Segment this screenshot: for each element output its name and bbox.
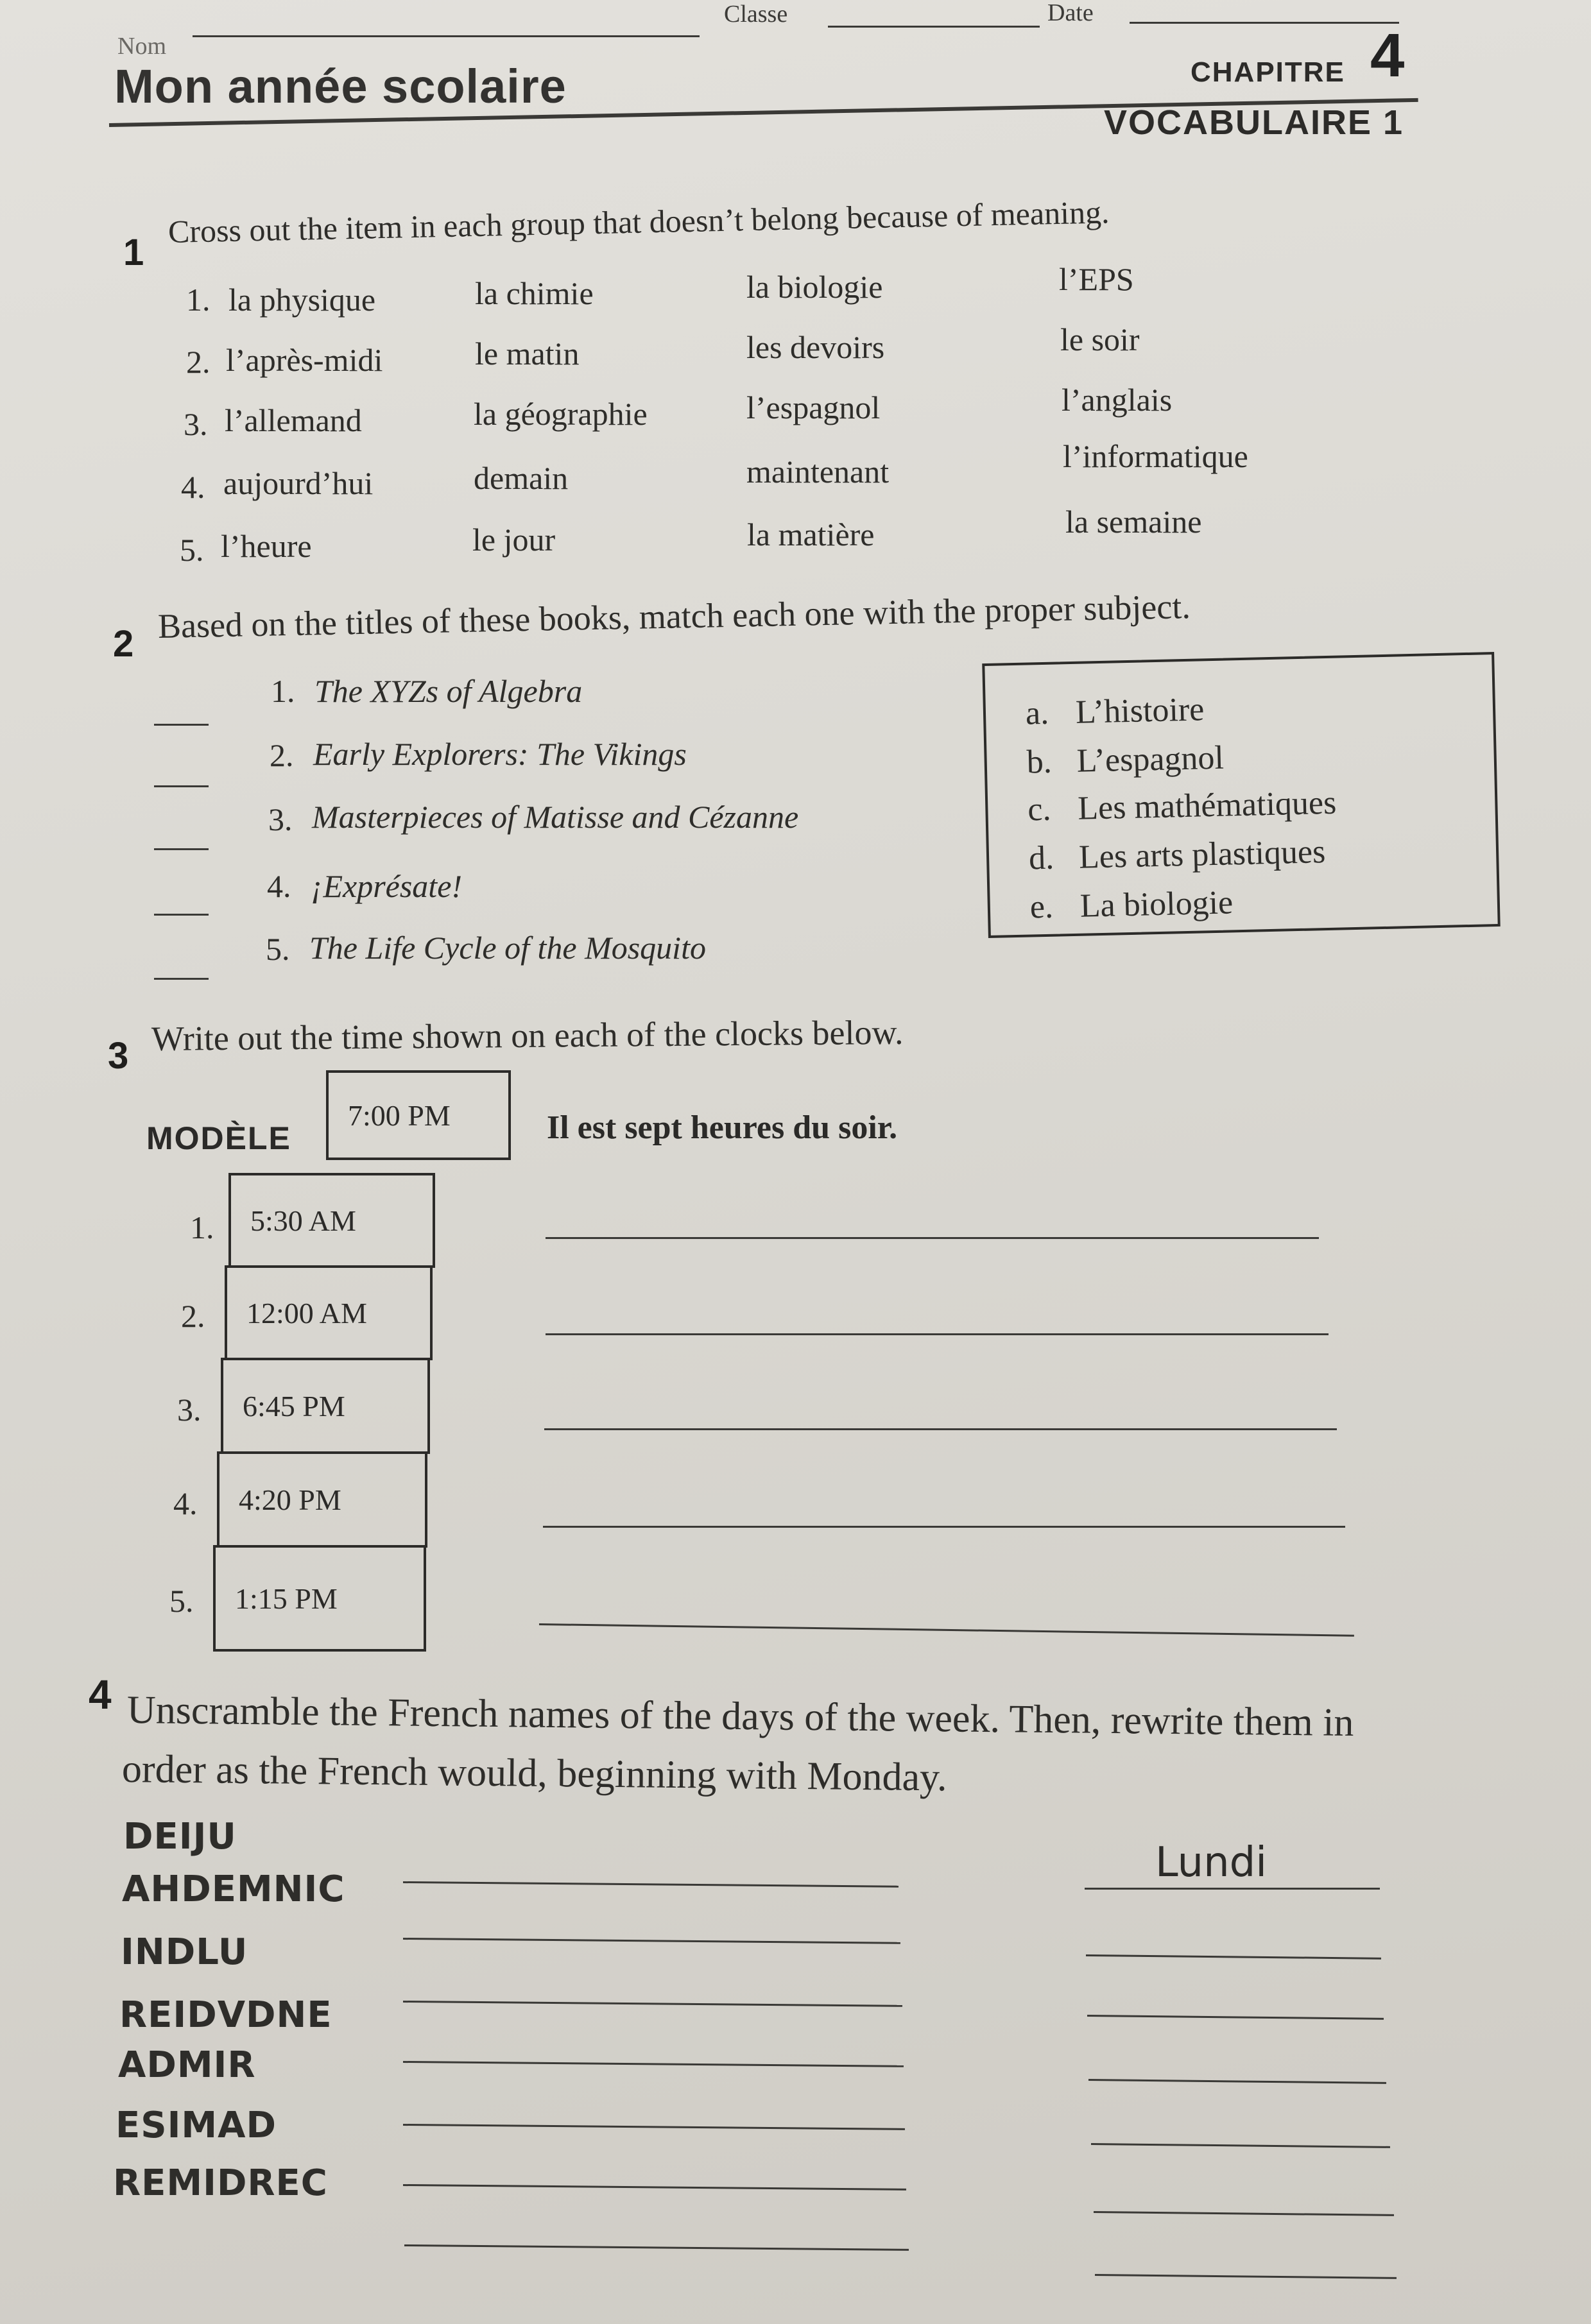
answer-blank[interactable] [154,914,209,916]
word-option[interactable]: le soir [1060,321,1140,357]
page-title: Mon année scolaire [114,60,567,113]
exercise-1-instruction: Cross out the item in each group that doesn’t belong because of meaning. [168,194,1110,250]
clock-number: 3. [177,1392,202,1428]
subject-letter: d. [1028,839,1054,877]
word-option[interactable]: l’espagnol [746,389,881,425]
first-answer: Lundi [1155,1839,1268,1886]
date-label: Date [1047,0,1094,26]
subject-letter: a. [1025,694,1049,732]
word-option[interactable]: la biologie [746,269,883,305]
exercise-4-instruction-line2: order as the French would, beginning with Monday. [121,1747,947,1800]
subject-label: Les arts plastiques [1078,833,1326,876]
scrambled-word: REIDVDNE [119,1994,332,2036]
order-blank[interactable] [1091,2143,1390,2148]
word-option[interactable]: les devoirs [746,329,885,365]
word-option[interactable]: la géographie [474,396,648,432]
scrambled-word: ESIMAD [116,2105,277,2146]
clock-time: 6:45 PM [243,1389,345,1423]
word-option[interactable]: la matière [747,517,875,552]
word-option[interactable]: l’après-midi [226,342,383,378]
modele-answer: Il est sept heures du soir. [547,1109,898,1146]
exercise-1-number: 1 [123,232,144,273]
clock-time-box [228,1173,435,1268]
exercise-4-instruction-line1: Unscramble the French names of the days of the week. Then, rewrite them in [126,1688,1354,1745]
answer-line[interactable] [546,1237,1319,1239]
clock-time: 12:00 AM [246,1296,367,1329]
word-option[interactable]: la semaine [1065,504,1202,540]
unscramble-blank[interactable] [403,2001,902,2007]
row-number: 4. [181,469,205,505]
book-number: 5. [266,931,290,967]
exercise-4-number: 4 [89,1671,112,1718]
answer-line[interactable] [544,1428,1337,1430]
book-title: The Life Cycle of the Mosquito [309,930,706,966]
row-number: 5. [180,532,204,568]
classe-field[interactable] [828,26,1040,28]
word-option[interactable]: l’EPS [1059,261,1134,297]
clock-time-box [213,1545,426,1652]
scrambled-word: REMIDREC [113,2162,328,2204]
modele-time-box [326,1070,511,1160]
unscramble-blank[interactable] [403,2184,906,2191]
classe-label: Classe [724,1,788,28]
subject-letter: b. [1026,743,1053,781]
scrambled-word: INDLU [121,1931,248,1973]
word-option[interactable]: demain [474,460,569,496]
clock-time: 1:15 PM [235,1582,338,1615]
word-option[interactable]: la physique [228,282,376,318]
unscramble-blank[interactable] [403,2124,905,2130]
order-blank[interactable] [1094,2211,1394,2216]
subject-label: L’espagnol [1076,739,1225,780]
row-number: 1. [186,282,211,318]
subject-letter: c. [1027,790,1052,828]
clock-number: 2. [181,1298,205,1334]
row-number: 3. [184,406,208,442]
clock-time: 4:20 PM [239,1483,341,1516]
unscramble-blank[interactable] [404,2244,909,2251]
answer-line[interactable] [546,1333,1329,1335]
book-title: ¡Exprésate! [311,868,463,904]
order-blank[interactable] [1086,1954,1381,1960]
clock-time: 5:30 AM [250,1204,356,1237]
unscramble-blank[interactable] [403,1881,899,1888]
exercise-2-instruction: Based on the titles of these books, match each one with the proper subject. [157,587,1191,645]
order-blank[interactable] [1085,1888,1380,1890]
row-number: 2. [186,344,211,380]
answer-blank[interactable] [154,724,209,726]
word-option[interactable]: l’heure [221,528,312,564]
answer-blank[interactable] [154,785,209,787]
answer-line[interactable] [543,1526,1345,1528]
exercise-2-number: 2 [113,623,134,665]
order-blank[interactable] [1088,2079,1386,2084]
book-title: Masterpieces of Matisse and Cézanne [312,799,799,835]
word-option[interactable]: l’informatique [1063,438,1248,474]
clock-time-box [225,1265,433,1360]
clock-number: 4. [173,1485,198,1521]
exercise-3-instruction: Write out the time shown on each of the clocks below. [151,1012,904,1058]
word-option[interactable]: l’anglais [1062,382,1173,418]
word-option[interactable]: le matin [475,336,580,372]
book-title: The XYZs of Algebra [314,673,583,709]
book-number: 1. [271,673,295,709]
unscramble-blank[interactable] [403,1938,900,1944]
order-blank[interactable] [1087,2015,1384,2020]
answer-line[interactable] [539,1623,1354,1637]
unscramble-blank[interactable] [403,2061,904,2067]
answer-blank[interactable] [154,848,209,850]
exercise-3-number: 3 [108,1035,129,1077]
book-number: 4. [267,868,291,904]
word-option[interactable]: l’allemand [225,402,362,438]
scrambled-word: AHDEMNIC [122,1868,345,1910]
chapitre-label: CHAPITRE [1191,56,1345,88]
subject-label: La biologie [1079,884,1234,925]
word-option[interactable]: aujourd’hui [223,465,374,501]
book-number: 2. [270,737,294,773]
order-blank[interactable] [1095,2274,1397,2279]
subject-label: L’histoire [1075,691,1205,731]
book-title: Early Explorers: The Vikings [313,736,687,772]
subject-box [982,652,1501,938]
word-option[interactable]: le jour [472,522,556,558]
word-option[interactable]: la chimie [475,275,594,311]
answer-blank[interactable] [154,978,209,980]
modele-time: 7:00 PM [348,1098,451,1132]
subject-letter: e. [1029,888,1054,926]
scrambled-word: ADMIR [118,2044,256,2086]
scrambled-word: DEIJU [123,1816,237,1858]
modele-label: MODÈLE [146,1120,291,1156]
subject-label: Les mathématiques [1077,784,1337,827]
clock-number: 1. [190,1209,214,1245]
nom-field[interactable] [193,35,700,37]
chapitre-number: 4 [1370,21,1405,90]
clock-number: 5. [169,1583,194,1619]
date-field[interactable] [1130,22,1399,24]
clock-time-box [221,1358,430,1454]
clock-time-box [217,1451,427,1548]
book-number: 3. [268,801,293,837]
nom-label: Nom [117,33,166,60]
word-option[interactable]: maintenant [746,454,890,490]
section-heading: VOCABULAIRE 1 [1104,103,1404,142]
